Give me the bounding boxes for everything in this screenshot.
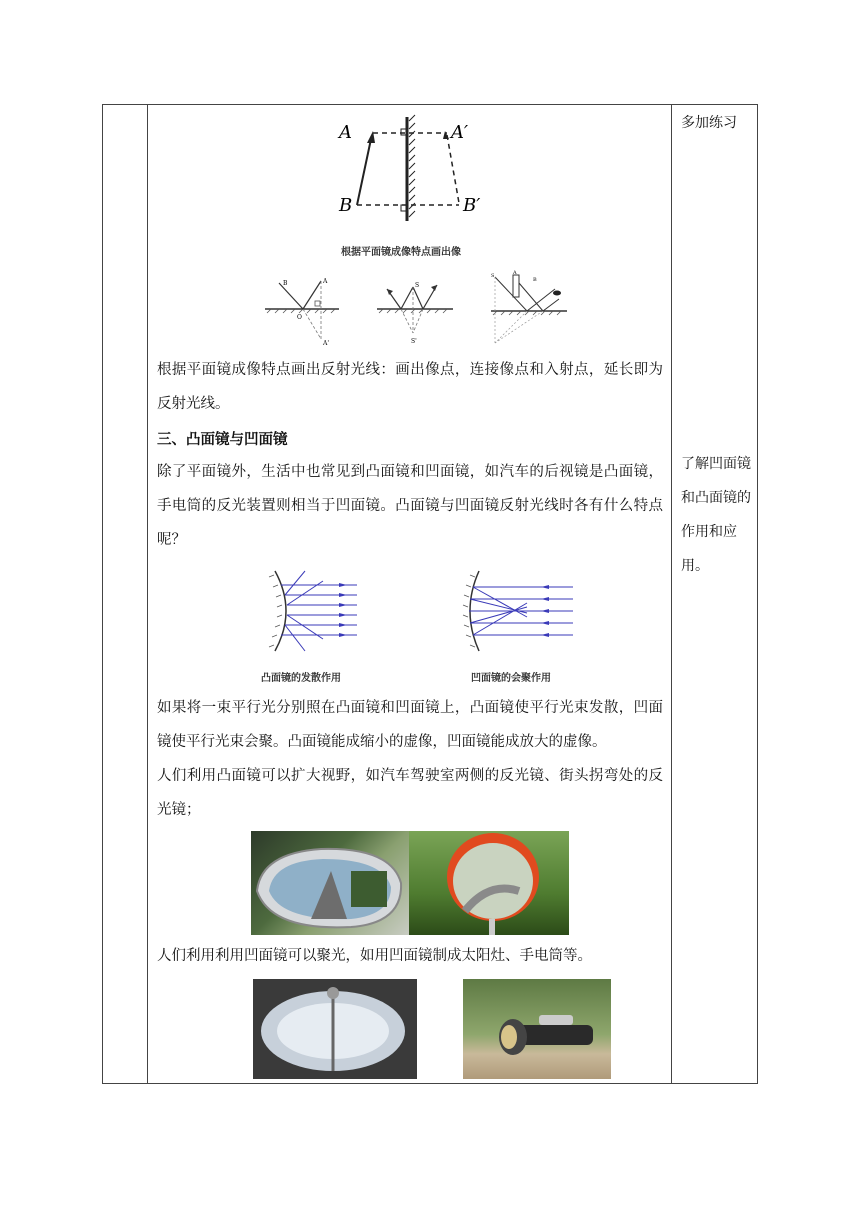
d1-label-a-prime: A' xyxy=(323,340,329,347)
label-a-prime: A′ xyxy=(451,122,469,143)
lesson-table xyxy=(102,104,758,1084)
road-convex-mirror-photo xyxy=(409,831,569,935)
concave-mirror-figure xyxy=(457,567,577,655)
paragraph-convex-use: 人们利用凸面镜可以扩大视野，如汽车驾驶室两侧的反光镜、街头拐弯处的反光镜； xyxy=(157,768,663,818)
paragraph-parallel-light: 如果将一束平行光分别照在凸面镜和凹面镜上，凸面镜使平行光束发散，凹面镜使平行光束会聚。凸面镜能成缩小的虚像，凹面镜能成放大的虚像。 xyxy=(157,700,663,750)
flashlight-photo xyxy=(463,979,611,1079)
reflection-diagram-2 xyxy=(373,273,457,349)
solar-cooker-photo xyxy=(253,979,417,1079)
concave-caption: 凹面镜的会聚作用 xyxy=(471,673,551,684)
column-divider xyxy=(147,105,148,1083)
d2-label-s-prime: S' xyxy=(411,338,417,345)
note-practice: 多加练习 xyxy=(681,115,737,131)
label-b-prime: B′ xyxy=(463,195,481,216)
reflection-diagram-3 xyxy=(487,269,571,349)
solar-cooker-icon xyxy=(253,979,417,1079)
label-b: B xyxy=(339,195,353,216)
reflection-diagram-1 xyxy=(261,273,343,349)
convex-mirror-figure xyxy=(257,567,361,655)
note-understand: 了解凹面镜和凸面镜的作用和应用。 xyxy=(681,456,751,574)
d1-label-o: O xyxy=(297,314,302,321)
label-a: A xyxy=(339,122,352,143)
convex-road-mirror-icon xyxy=(409,831,569,935)
plane-mirror-figure xyxy=(329,113,489,223)
d1-label-a: A xyxy=(323,278,328,285)
main-content xyxy=(149,105,671,1083)
side-notes xyxy=(673,105,759,1083)
section-heading: 三、凸面镜与凹面镜 xyxy=(157,432,288,448)
car-mirror-photo xyxy=(251,831,409,935)
flashlight-icon xyxy=(463,979,611,1079)
d3-label-b: B xyxy=(533,277,537,283)
car-mirror-icon xyxy=(251,831,409,935)
paragraph-plane-rule: 根据平面镜成像特点画出反射光线：画出像点，连接像点和入射点，延长即为反射光线。 xyxy=(157,362,663,412)
d3-label-a: A xyxy=(513,270,517,276)
paragraph-concave-use: 人们利用利用凹面镜可以聚光，如用凹面镜制成太阳灶、手电筒等。 xyxy=(157,948,592,964)
plane-figure-caption: 根据平面镜成像特点画出像 xyxy=(341,247,461,258)
convex-caption: 凸面镜的发散作用 xyxy=(261,673,341,684)
paragraph-intro-mirrors: 除了平面镜外，生活中也常见到凸面镜和凹面镜，如汽车的后视镜是凸面镜，手电筒的反光装置则相当于凹面镜。凸面镜与凹面镜反射光线时各有什么特点呢？ xyxy=(157,464,663,548)
d2-label-s: S xyxy=(415,282,420,289)
d3-label-s: S xyxy=(491,273,495,279)
d1-label-b: B xyxy=(283,280,288,287)
column-divider xyxy=(671,105,672,1083)
